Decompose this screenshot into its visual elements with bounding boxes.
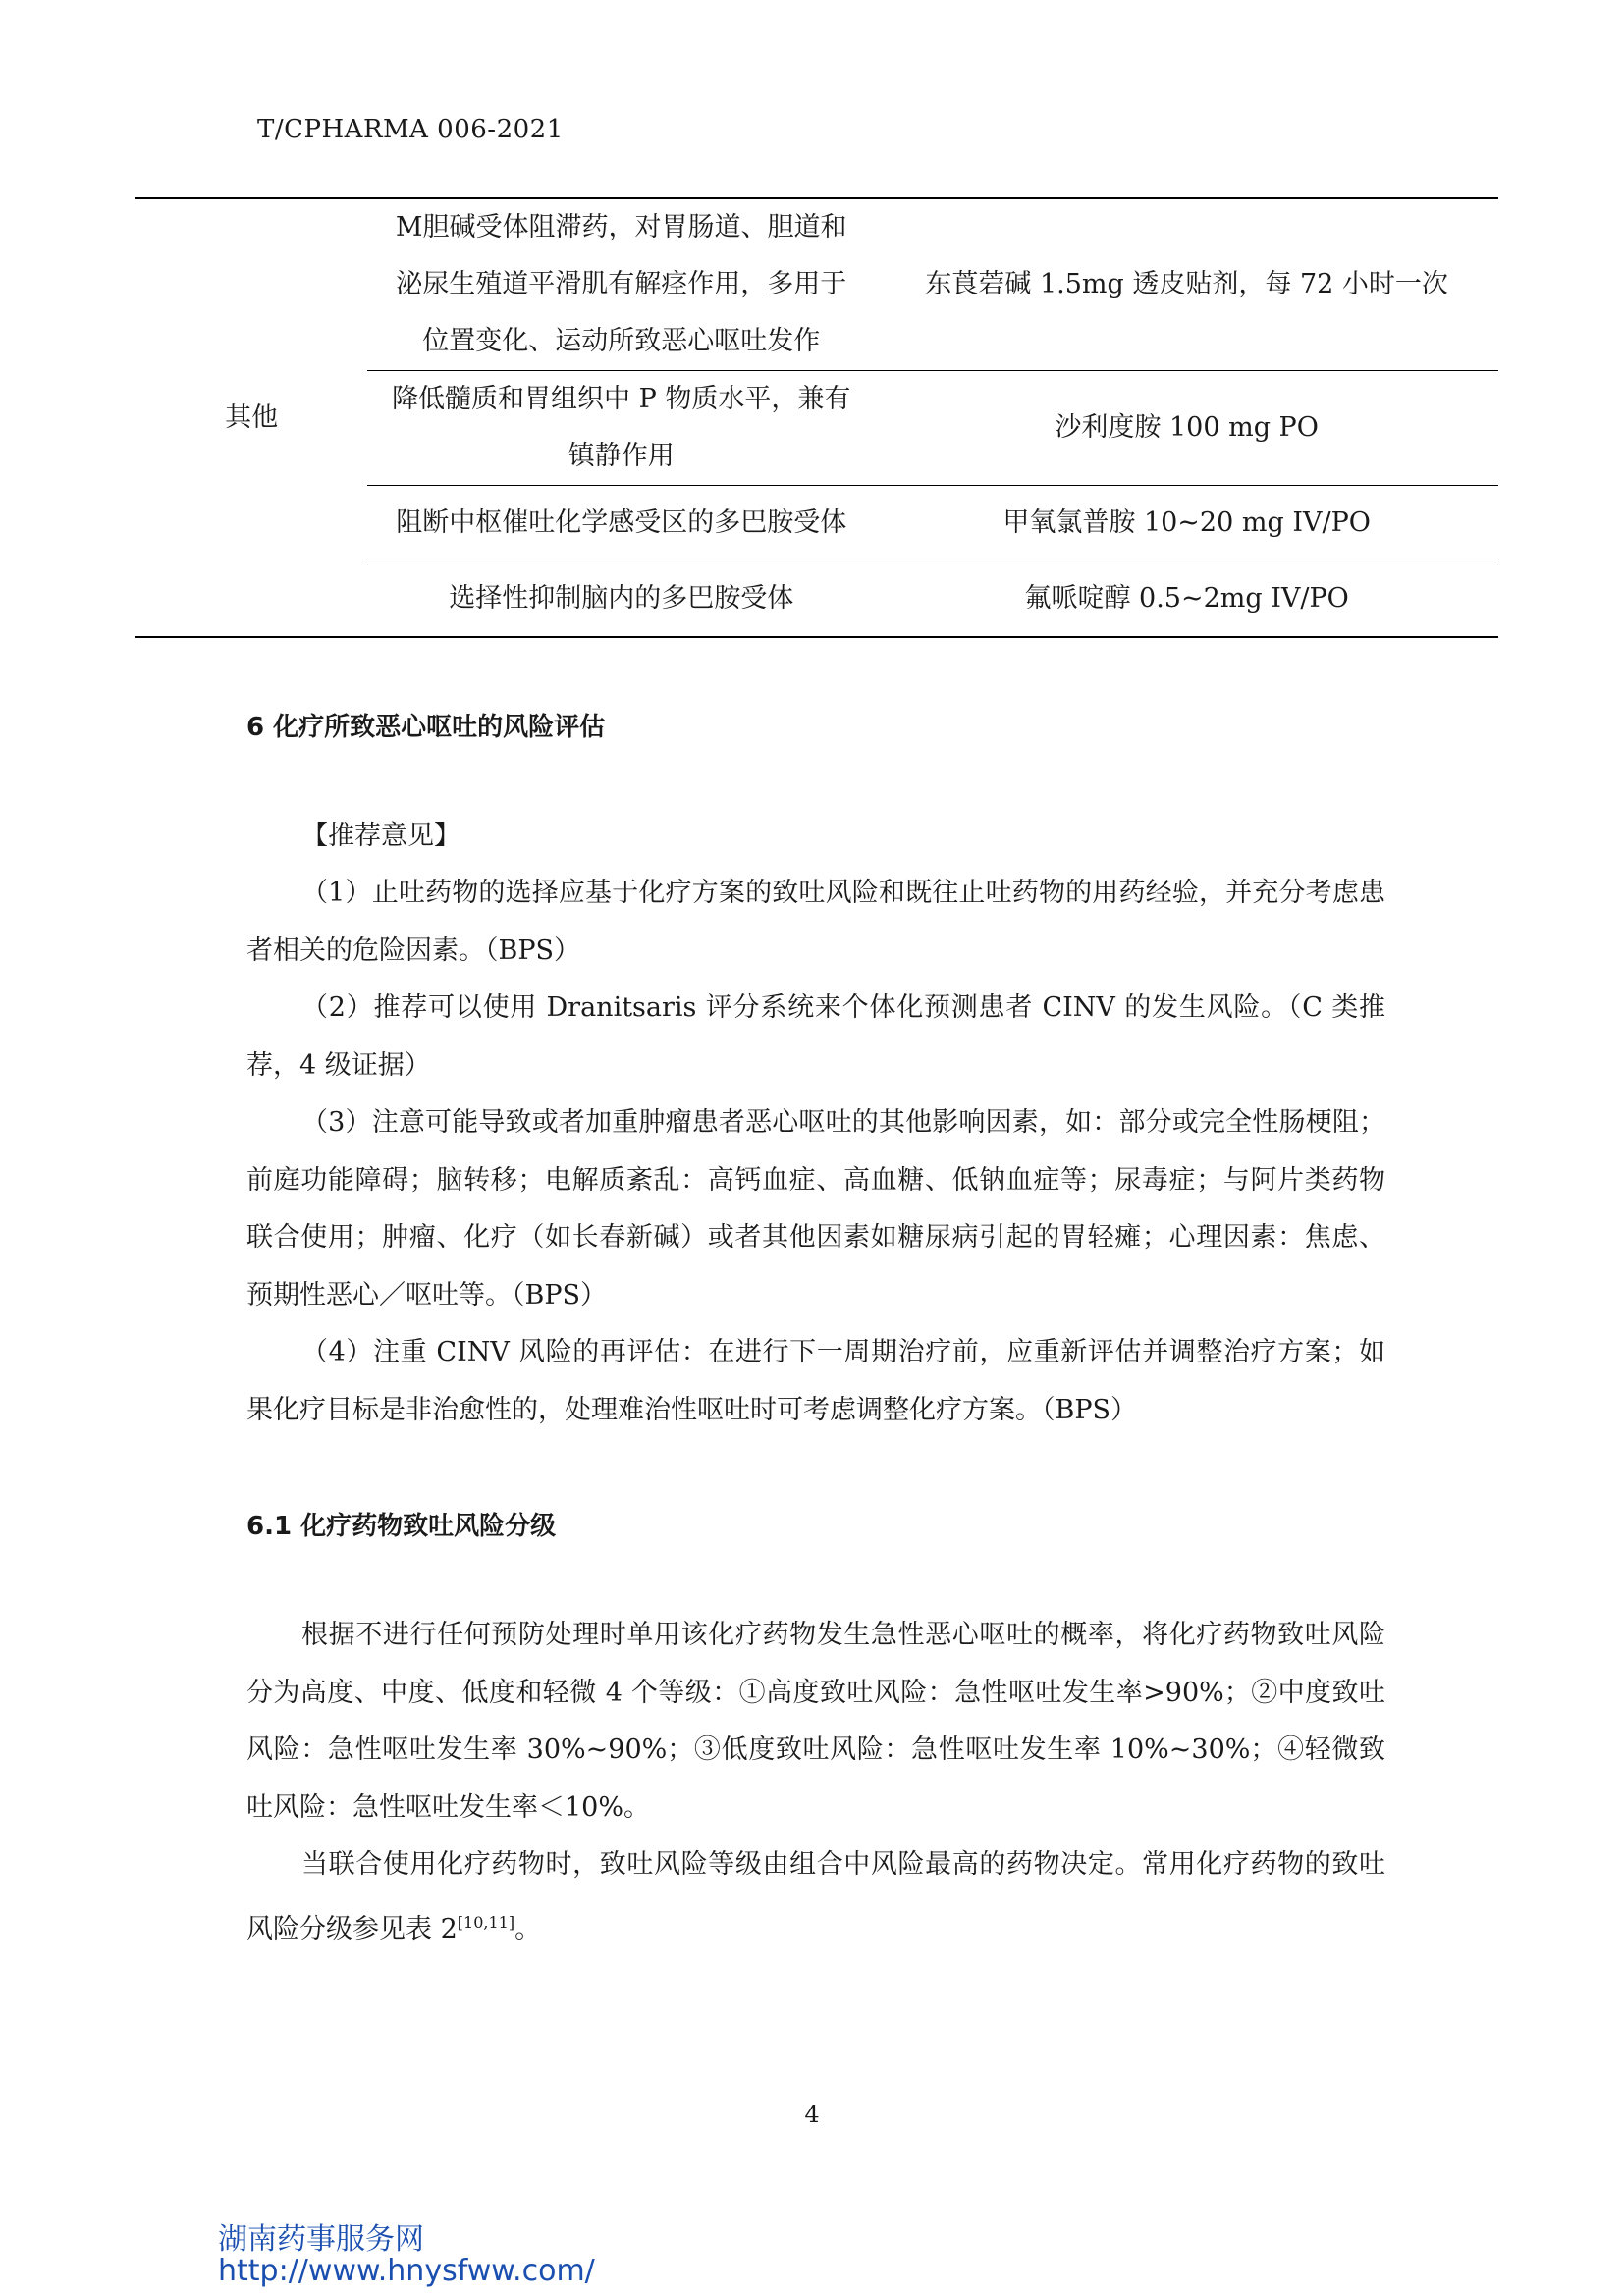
drug-cell: 甲氧氯普胺 10~20 mg IV/PO xyxy=(875,486,1498,561)
drug-cell: 东莨菪碱 1.5mg 透皮贴剂，每 72 小时一次 xyxy=(925,269,1448,299)
recommendation-1: （1）止吐药物的选择应基于化疗方案的致吐风险和既往止吐药物的用药经验，并充分考虑患者相关的危险因素。（BPS） xyxy=(246,878,1385,966)
table-row xyxy=(135,198,1498,371)
combination-text-end: 。 xyxy=(514,1913,542,1945)
footer-site-name: 湖南药事服务网 xyxy=(218,2222,424,2257)
recommendation-2: （2）推荐可以使用 Dranitsaris 评分系统来个体化预测患者 CINV 的发生风险。（C 类推荐，4 级证据） xyxy=(246,992,1385,1081)
mechanism-line: M胆碱受体阻滞药，对胃肠道、胆道和 xyxy=(395,212,847,242)
category-cell: 其他 xyxy=(135,198,367,637)
drug-table xyxy=(135,197,1498,638)
page-number: 4 xyxy=(804,2101,820,2128)
combination-text: 当联合使用化疗药物时，致吐风险等级由组合中风险最高的药物决定。常用化疗药物的致吐风险分级参见表 2 xyxy=(246,1849,1385,1945)
mechanism-line: 选择性抑制脑内的多巴胺受体 xyxy=(449,583,794,614)
mechanism-line: 位置变化、运动所致恶心呕吐发作 xyxy=(422,326,821,356)
mechanism-line: 阻断中枢催吐化学感受区的多巴胺受体 xyxy=(396,507,847,538)
combination-paragraph xyxy=(246,1837,1385,1958)
drug-cell: 沙利度胺 100 mg PO xyxy=(875,371,1498,486)
footer-url-link[interactable]: http://www.hnysfww.com/ xyxy=(218,2254,595,2288)
citation-ref: [10,11] xyxy=(457,1912,515,1932)
mechanism-line: 镇静作用 xyxy=(568,441,675,471)
drug-cell: 氟哌啶醇 0.5~2mg IV/PO xyxy=(875,561,1498,638)
recommendation-3: （3）注意可能导致或者加重肿瘤患者恶心呕吐的其他影响因素，如：部分或完全性肠梗阻；前庭功能障碍；脑转移；电解质紊乱：高钙血症、高血糖、低钠血症等；尿毒症；与阿片类药物联合使用；肿瘤、化疗（如长春新碱）或者其他因素如糖尿病引起的胃轻瘫；心理因素：焦虑、预期性恶心／呕吐等。（BPS） xyxy=(246,1107,1385,1310)
recommendation-heading: 【推荐意见】 xyxy=(301,821,460,851)
mechanism-cell xyxy=(367,486,875,561)
section-6-1-heading: 6.1 化疗药物致吐风险分级 xyxy=(246,1512,557,1541)
risk-grading-paragraph: 根据不进行任何预防处理时单用该化疗药物发生急性恶心呕吐的概率，将化疗药物致吐风险分为高度、中度、低度和轻微 4 个等级：①高度致吐风险：急性呕吐发生率>90%；②中度致吐风险：急性呕吐发生率 30%~90%；③低度致吐风险：急性呕吐发生率 10%~30%；④轻微致吐风险：急性呕吐发生率＜10%。 xyxy=(246,1620,1385,1823)
recommendation-4: （4）注重 CINV 风险的再评估：在进行下一周期治疗前，应重新评估并调整治疗方案；如果化疗目标是非治愈性的，处理难治性呕吐时可考虑调整化疗方案。（BPS） xyxy=(246,1337,1385,1425)
document-code: T/CPHARMA 006-2021 xyxy=(257,115,564,144)
mechanism-line: 降低髓质和胃组织中 P 物质水平，兼有 xyxy=(392,384,851,414)
mechanism-cell xyxy=(367,561,875,638)
section-6-heading: 6 化疗所致恶心呕吐的风险评估 xyxy=(246,713,606,742)
mechanism-cell xyxy=(367,198,875,371)
mechanism-cell xyxy=(367,371,875,486)
mechanism-line: 泌尿生殖道平滑肌有解痉作用，多用于 xyxy=(396,269,847,299)
